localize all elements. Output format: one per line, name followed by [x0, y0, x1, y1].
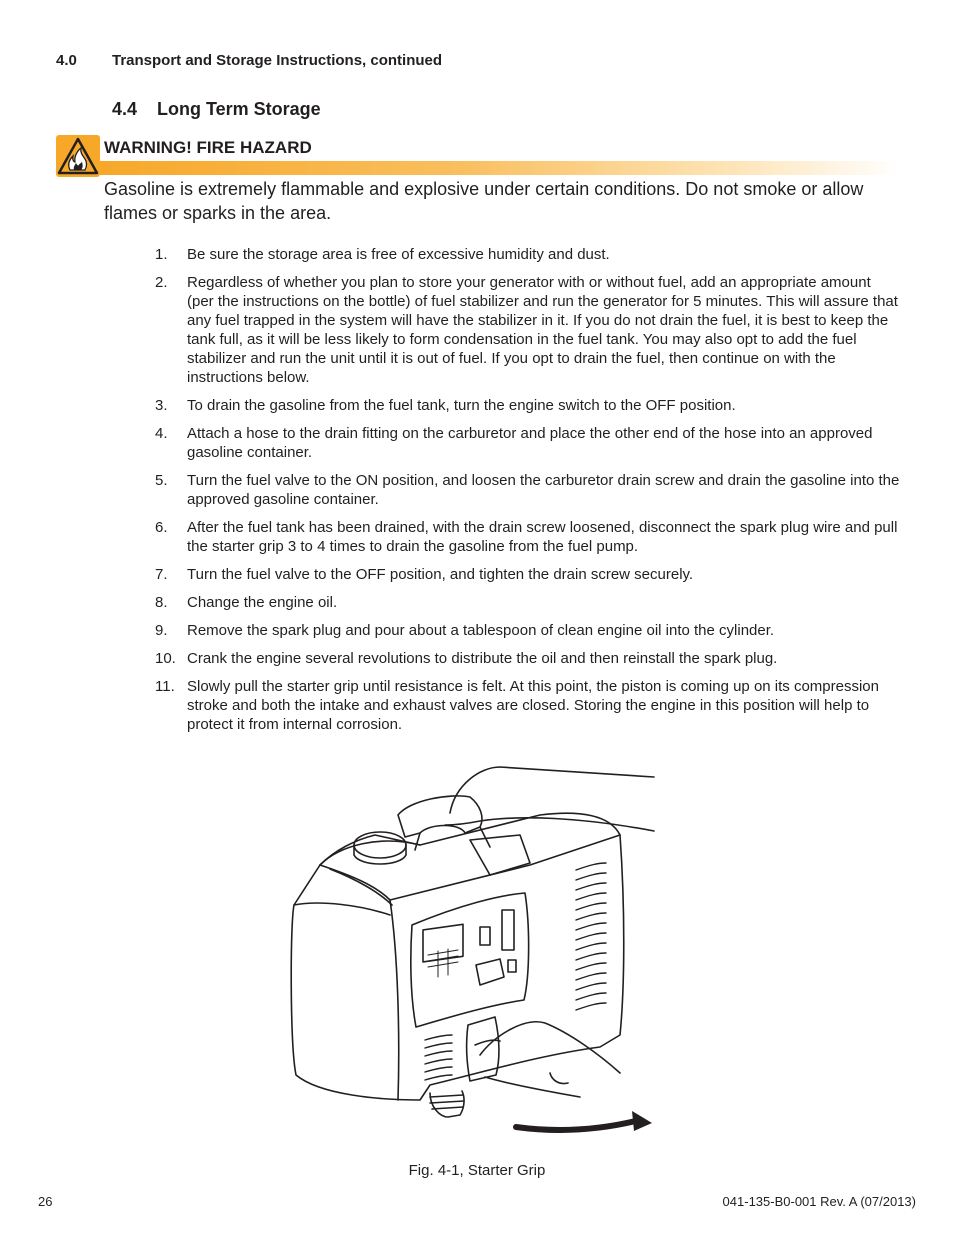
step-text: Turn the fuel valve to the ON position, and loosen the carburetor drain screw and drain the gasoline into the approved gasoline container.	[187, 472, 900, 508]
step-number: 9.	[155, 622, 168, 639]
header-number: 4.0	[56, 52, 77, 69]
step-text: Slowly pull the starter grip until resistance is felt. At this point, the piston is coming up on its compression stroke and both the intake and exhaust valves are closed. Storing the engine in this position will help to protect it from internal corrosion.	[187, 678, 879, 733]
step-number: 4.	[155, 425, 168, 442]
list-item	[155, 396, 900, 415]
step-text: Change the engine oil.	[187, 594, 338, 611]
step-number: 8.	[155, 594, 168, 611]
warning-text: Gasoline is extremely flammable and explosive under certain conditions. Do not smoke or allow flames or sparks in the area.	[104, 179, 864, 223]
section-number: 4.4	[112, 99, 138, 119]
generator-starter-grip-illustration	[280, 755, 680, 1145]
list-item	[155, 565, 900, 584]
step-number: 5.	[155, 472, 168, 489]
list-item	[155, 273, 900, 387]
fire-hazard-icon	[56, 135, 100, 177]
step-number: 2.	[155, 274, 168, 291]
page-number: 26	[38, 1194, 53, 1209]
step-text: Remove the spark plug and pour about a tablespoon of clean engine oil into the cylinder.	[187, 622, 775, 639]
list-item	[155, 677, 900, 734]
step-number: 6.	[155, 519, 168, 536]
step-text: Be sure the storage area is free of excessive humidity and dust.	[187, 246, 610, 263]
section-heading	[112, 99, 321, 120]
list-item	[155, 245, 900, 264]
step-number: 7.	[155, 566, 168, 583]
step-text: After the fuel tank has been drained, with the drain screw loosened, disconnect the spark plug wire and pull the starter grip 3 to 4 times to drain the gasoline from the fuel pump.	[187, 519, 898, 555]
step-number: 10.	[155, 650, 176, 667]
list-item	[155, 424, 900, 462]
step-number: 11.	[155, 678, 175, 695]
step-number: 3.	[155, 397, 168, 414]
step-text: To drain the gasoline from the fuel tank, turn the engine switch to the OFF position.	[187, 397, 736, 414]
step-number: 1.	[155, 246, 168, 263]
list-item	[155, 621, 900, 640]
step-text: Turn the fuel valve to the OFF position, and tighten the drain screw securely.	[187, 566, 694, 583]
document-reference: 041-135-B0-001 Rev. A (07/2013)	[722, 1194, 916, 1209]
list-item	[155, 518, 900, 556]
list-item	[155, 649, 900, 668]
section-title: Long Term Storage	[157, 99, 321, 119]
list-item	[155, 471, 900, 509]
header-title: Transport and Storage Instructions, continued	[112, 52, 443, 69]
figure-caption: Fig. 4-1, Starter Grip	[408, 1162, 546, 1179]
list-item	[155, 593, 900, 612]
step-text: Attach a hose to the drain fitting on the carburetor and place the other end of the hose into an approved gasoline container.	[187, 425, 873, 461]
page-header	[56, 52, 442, 69]
storage-steps-list	[155, 245, 900, 743]
step-text: Regardless of whether you plan to store your generator with or without fuel, add an appropriate amount (per the instructions on the bottle) of fuel stabilizer and run the generator for 5 minutes. This will assure that any fuel trapped in the system will have the stabilizer in it. If you do not drain the fuel, it is best to keep the tank full, as it will be less likely to form condensation in the fuel tank. You may also opt to add the fuel stabilizer and run the unit until it is out of fuel. If you opt to drain the fuel, then continue on with the instructions below.	[187, 274, 898, 386]
step-text: Crank the engine several revolutions to distribute the oil and then reinstall the spark plug.	[187, 650, 778, 667]
warning-title: WARNING! FIRE HAZARD	[104, 138, 312, 157]
